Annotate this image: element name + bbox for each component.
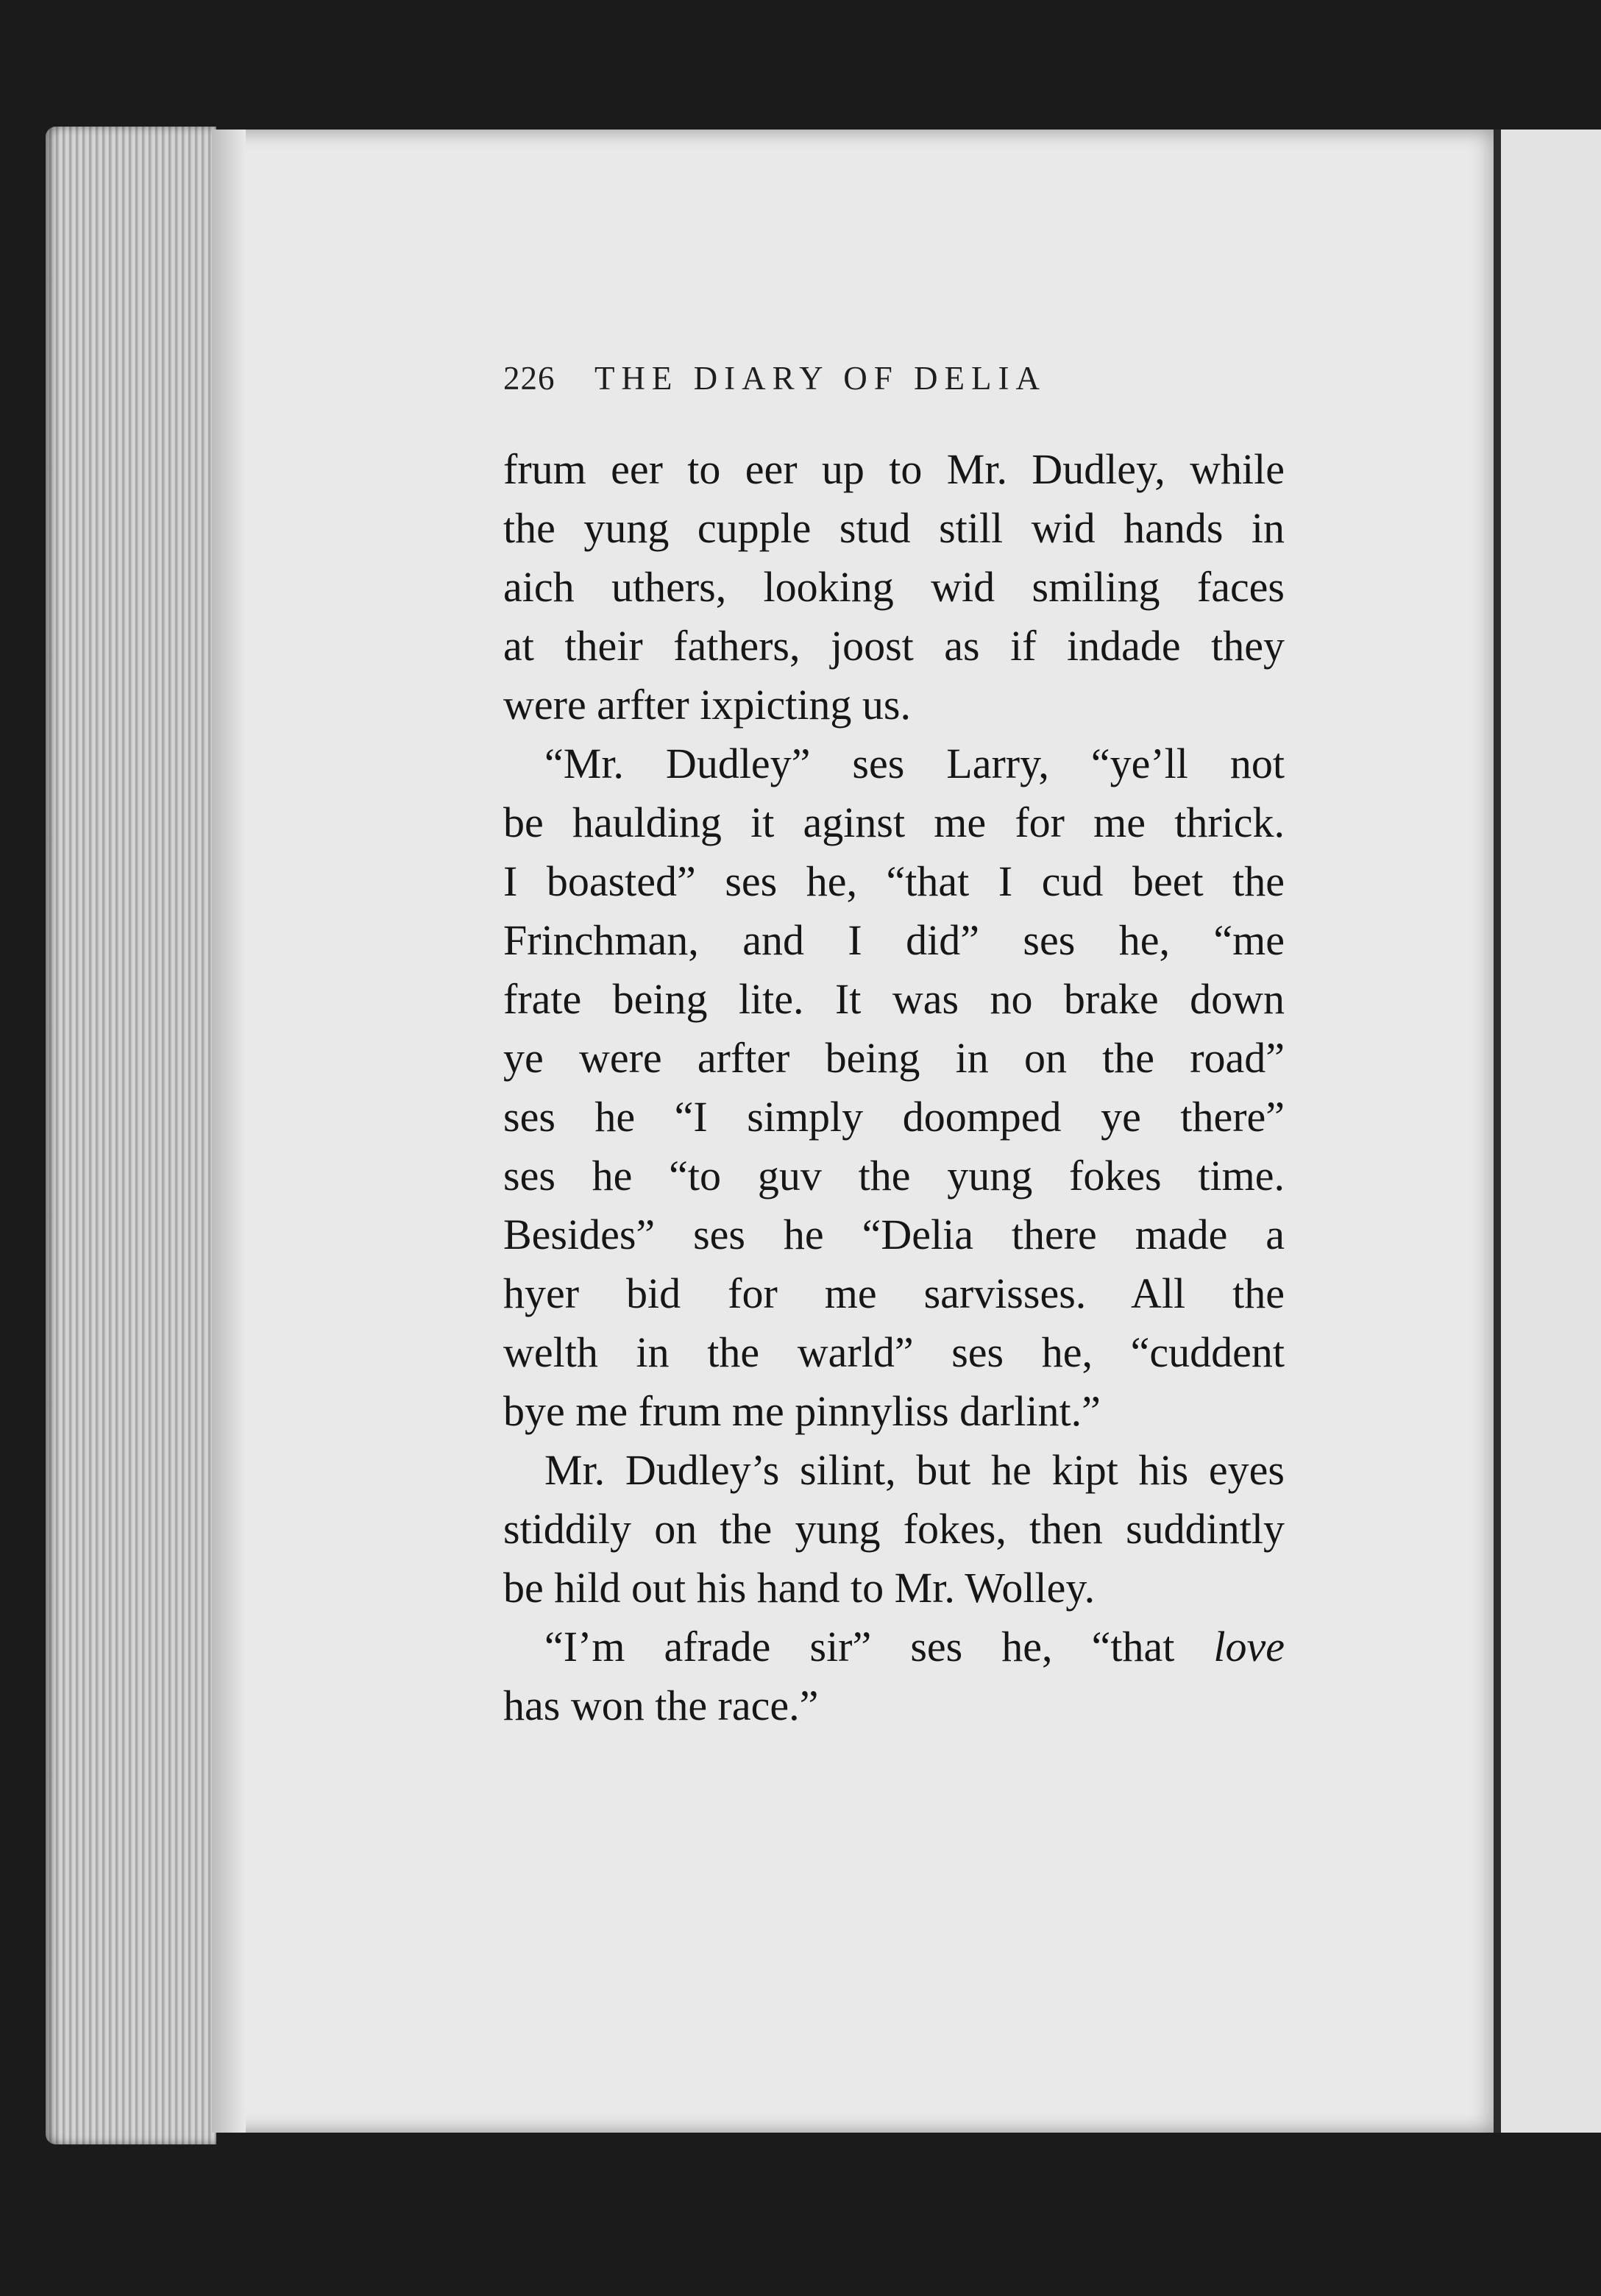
text-line: Besides” ses he “Delia there made a [503, 1211, 1285, 1258]
text-line: be haulding it aginst me for me thrick. [503, 798, 1285, 846]
page-number: 226 [503, 360, 555, 397]
text-line: aich uthers, looking wid smiling faces [503, 563, 1285, 611]
paragraph-3 [503, 1441, 1285, 1618]
text-line: “Mr. Dudley” ses Larry, “ye’ll not [544, 740, 1285, 787]
text-line: at their fathers, joost as if indade they [503, 622, 1285, 670]
text-line: were arfter ixpicting us. [503, 681, 912, 729]
text-line: ses he “I simply doomped ye there” [503, 1093, 1285, 1141]
text-line: I boasted” ses he, “that I cud beet the [503, 857, 1285, 905]
text-line: stiddily on the yung fokes, then suddintly [503, 1505, 1285, 1553]
text-line: Frinchman, and I did” ses he, “me [503, 916, 1285, 964]
paragraph-4 [503, 1618, 1285, 1735]
text-line: be hild out his hand to Mr. Wolley. [503, 1564, 1096, 1612]
text-line: bye me frum me pinnyliss darlint.” [503, 1387, 1101, 1435]
text-line: has won the race.” [503, 1682, 819, 1729]
text-line: frum eer to eer up to Mr. Dudley, while [503, 445, 1285, 493]
text-line: welth in the warld” ses he, “cuddent [503, 1328, 1285, 1376]
paragraph-1 [503, 440, 1285, 734]
text-line: ses he “to guv the yung fokes time. [503, 1152, 1285, 1200]
page-edges [46, 127, 216, 2144]
page-gutter-shadow [212, 130, 246, 2133]
text-line [503, 1618, 1285, 1676]
italic-word: love [1213, 1623, 1285, 1670]
paragraph-2 [503, 734, 1285, 1441]
text-line: the yung cupple stud still wid hands in [503, 504, 1285, 552]
text-line: frate being lite. It was no brake down [503, 975, 1285, 1023]
text-line: ye were arfter being in on the road” [503, 1034, 1285, 1082]
text-run: “I’m afrade sir” ses he, “that [544, 1623, 1214, 1670]
facing-page-edge [1491, 130, 1601, 2133]
running-head [503, 359, 1386, 397]
text-line: hyer bid for me sarvisses. All the [503, 1269, 1285, 1317]
running-title: THE DIARY OF DELIA [594, 360, 1046, 397]
text-line: Mr. Dudley’s silint, but he kipt his eyes [544, 1446, 1285, 1494]
body-text [503, 440, 1285, 1735]
